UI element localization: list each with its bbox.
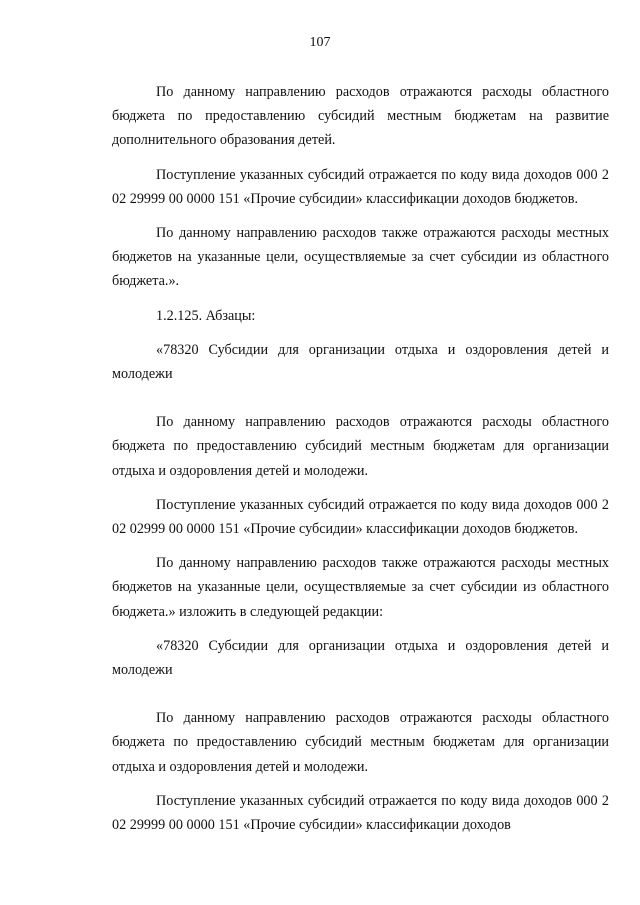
document-body xyxy=(112,80,609,847)
paragraph: По данному направлению расходов отражаются расходы областного бюджета по предоставлению субсидий местным бюджетам на развитие дополнительного образования детей. xyxy=(112,84,609,149)
quoted-heading: «78320 Субсидии для организации отдыха и оздоровления детей и молодежи xyxy=(112,341,609,383)
section-heading: 1.2.125. Абзацы: xyxy=(156,307,256,324)
paragraph: По данному направлению расходов также отражаются расходы местных бюджетов на указанные цели, осуществляемые за счет субсидии из областного бюджета.». xyxy=(112,225,609,290)
paragraph: Поступление указанных субсидий отражается по коду вида доходов 000 2 02 29999 00 0000 151 «Прочие субсидии» классификации доходов бюджетов. xyxy=(112,166,609,207)
paragraph: По данному направлению расходов отражаются расходы областного бюджета по предоставлению субсидий местным бюджетам для организации отдыха и оздоровления детей и молодежи. xyxy=(112,414,609,479)
page-number: 107 xyxy=(309,35,331,50)
paragraph: Поступление указанных субсидий отражается по коду вида доходов 000 2 02 29999 00 0000 151 «Прочие субсидии» классификации доходов xyxy=(112,792,609,834)
quoted-heading: «78320 Субсидии для организации отдыха и оздоровления детей и молодежи xyxy=(112,637,609,679)
paragraph: Поступление указанных субсидий отражается по коду вида доходов 000 2 02 02999 00 0000 151 «Прочие субсидии» классификации доходов бюджетов. xyxy=(112,496,609,538)
paragraph: По данному направлению расходов отражаются расходы областного бюджета по предоставлению субсидий местным бюджетам для организации отдыха и оздоровления детей и молодежи. xyxy=(112,710,609,775)
paragraph: По данному направлению расходов также отражаются расходы местных бюджетов на указанные цели, осуществляемые за счет субсидии из областного бюджета.» изложить в следующей редакции: xyxy=(112,555,609,620)
